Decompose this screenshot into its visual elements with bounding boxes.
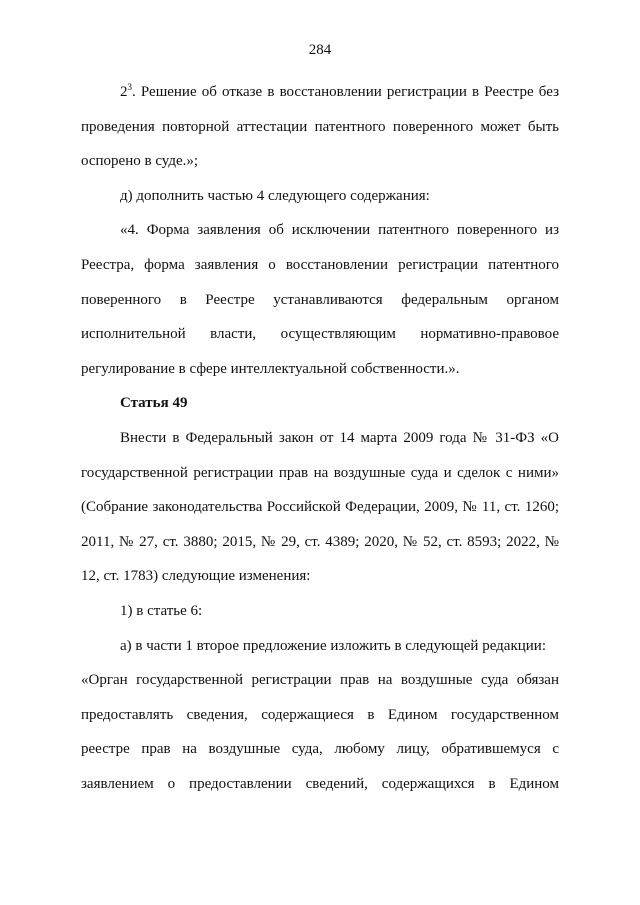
paragraph-article-49-intro: Внести в Федеральный закон от 14 марта 2009 года № 31-ФЗ «О государственной регистрации прав на воздушные суда и сделок с ними» (Собрание законодательства Российской Федерации, 2009, № 11, ст. 1260; 2011, № 27, ст. 3880; 2015, № 29, ст. 4389; 2020, № 52, ст. 8593; 2022, № 12, ст. 1783) следующие изменения:	[81, 429, 559, 585]
page-number: 284	[308, 42, 332, 58]
paragraph-amendment-d: д) дополнить частью 4 следующего содержания:	[120, 187, 430, 204]
paragraph-item-a: а) в части 1 второе предложение изложить в следующей редакции:	[120, 637, 546, 654]
document-body	[81, 75, 559, 801]
article-heading: Статья 49	[120, 395, 188, 412]
paragraph-quoted-text: «Орган государственной регистрации прав на воздушные суда обязан предоставлять сведения, содержащиеся в Едином государственном реестре прав на воздушные суда, любому лицу, обратившемуся с заявлением о предоставлении сведений, содержащихся в Едином	[81, 672, 559, 792]
part-number-superscript: 3	[127, 82, 132, 92]
paragraph-part-2-3	[81, 75, 559, 179]
paragraph-part-4: «4. Форма заявления об исключении патентного поверенного из Реестра, форма заявления о восстановлении регистрации патентного поверенного в Реестре устанавливаются федеральным органом исполнительной власти, осуществляющим нормативно-правовое регулирование в сфере интеллектуальной собственности.».	[81, 222, 559, 377]
paragraph-item-1: 1) в статье 6:	[120, 602, 203, 619]
part-number: 2	[120, 84, 128, 100]
paragraph-text: . Решение об отказе в восстановлении регистрации в Реестре без проведения повторной аттестации патентного поверенного может быть оспорено в суде.»;	[81, 84, 559, 170]
